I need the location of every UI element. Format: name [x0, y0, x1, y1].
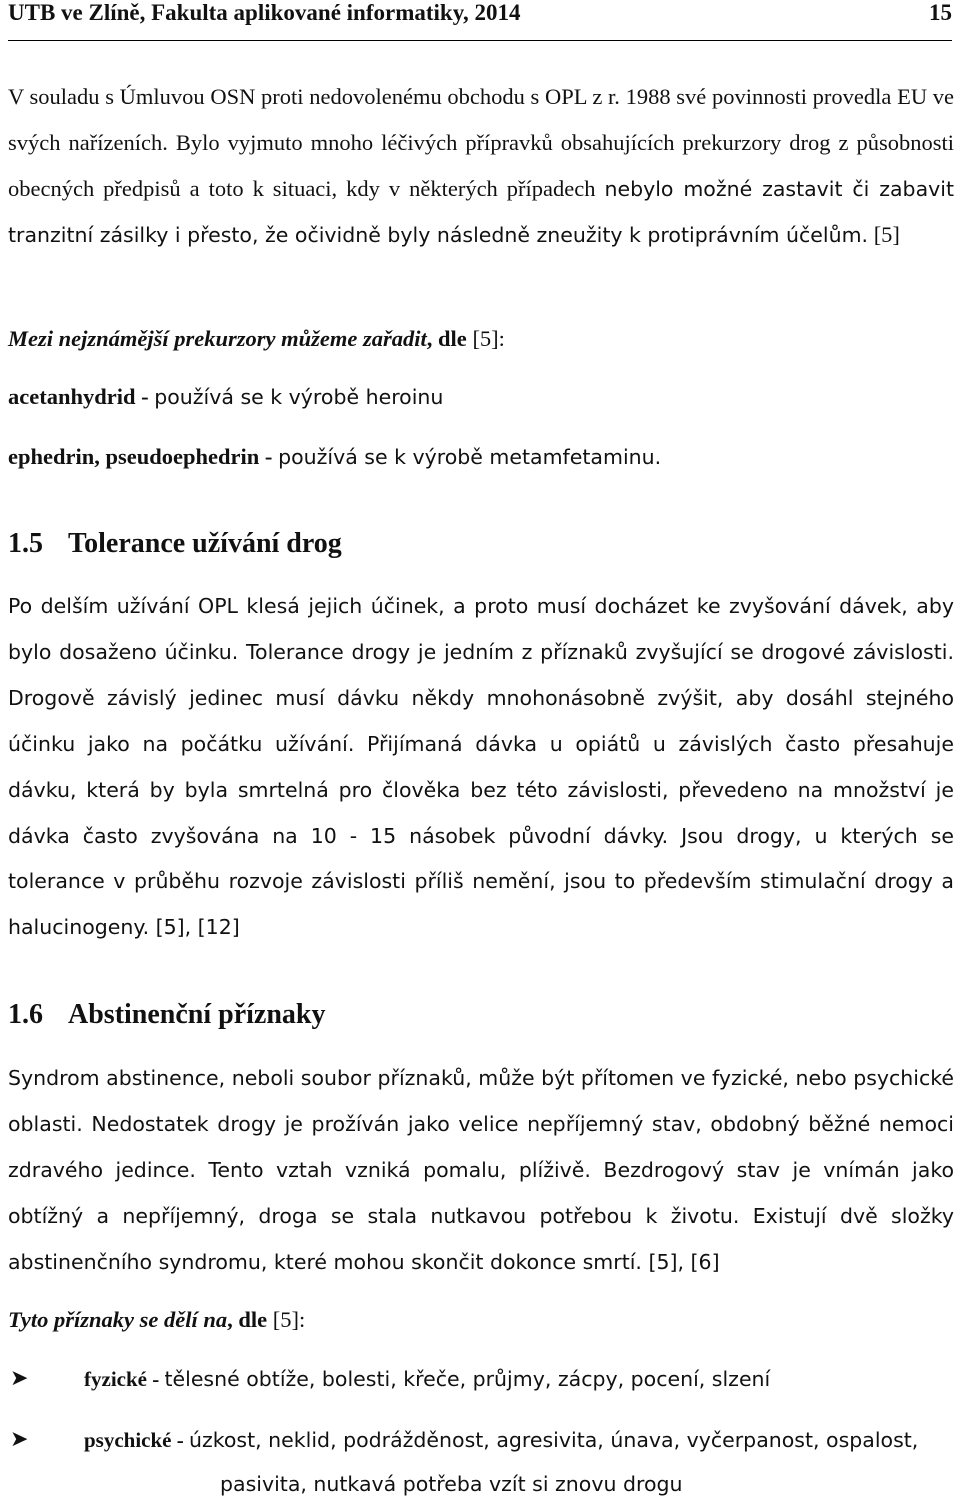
bullet-content [84, 1356, 954, 1402]
symptoms-intro-bold: , dle [227, 1307, 268, 1332]
precursors-intro-bold: , dle [426, 326, 467, 351]
symptoms-intro [8, 1305, 305, 1335]
page-header [8, 0, 952, 41]
bullet-content [84, 1417, 954, 1463]
section-heading-1-5 [8, 527, 342, 561]
paragraph-opl-regulation [8, 74, 954, 258]
section-heading-1-6 [8, 998, 326, 1032]
bullet-description: tělesné obtíže, bolesti, křeče, průjmy, zácpy, pocení, slzení [164, 1367, 771, 1391]
precursor-term: ephedrin, pseudoephedrin - [8, 444, 279, 469]
bullet-term: psychické - [84, 1428, 189, 1452]
section-title: Tolerance užívání drog [68, 528, 342, 559]
arrow-bullet-icon: ➤ [10, 1366, 29, 1391]
precursor-description: používá se k výrobě heroinu [154, 385, 444, 409]
precursors-intro-ref: [5]: [466, 326, 505, 351]
page-number: 15 [929, 0, 952, 25]
precursor-item [8, 382, 443, 412]
precursor-description: používá se k výrobě metamfetaminu. [278, 445, 662, 469]
symptoms-intro-italic: Tyto příznaky se dělí na [8, 1307, 228, 1332]
citation: [5] [868, 222, 900, 247]
paragraph-text: V souladu s Úmluvou OSN proti nedovolenému obchodu s OPL z r. 1988 své povinnosti provedla EU ve svých nařízeních. Bylo vyjmuto mnoho léčivých přípravků obsahujících prekurzory drog z působnosti obecných předpisů a toto k situaci, kdy v některých případech [8, 84, 954, 201]
bullet-description-continued: pasivita, nutkavá potřeba vzít si znovu drogu [220, 1472, 683, 1496]
symptoms-intro-ref: [5]: [267, 1307, 306, 1332]
paragraph-text-continued: nebylo možné zastavit či zabavit tranzitní zásilky i přesto, že očividně byly následně zneužity k protiprávním účelům. [8, 177, 954, 247]
bullet-item-psychological [8, 1417, 954, 1503]
paragraph-abstinence: Syndrom abstinence, neboli soubor příznaků, může být přítomen ve fyzické, nebo psychické oblasti. Nedostatek drogy je prožíván jako velice nepříjemný stav, obdobný běžné nemoci zdravého jedince. Tento vztah vzniká pomalu, plíživě. Bezdrogový stav je vnímán jako obtížný a nepříjemný, droga se stala nutkavou potřebou k životu. Existují dvě složky abstinenčního syndromu, které mohou skončit dokonce smrtí. [5], [6] [8, 1066, 954, 1274]
section-number: 1.5 [8, 528, 43, 559]
section-number: 1.6 [8, 999, 43, 1030]
bullet-description: úzkost, neklid, podrážděnost, agresivita, únava, vyčerpanost, ospalost, [189, 1428, 919, 1452]
header-title: UTB ve Zlíně, Fakulta aplikované informatiky, 2014 [8, 0, 521, 25]
precursors-intro-italic: Mezi nejznámější prekurzory můžeme zařadit [8, 326, 427, 351]
precursor-term: acetanhydrid - [8, 384, 155, 409]
paragraph-tolerance: Po delším užívání OPL klesá jejich účinek, a proto musí docházet ke zvyšování dávek, aby bylo dosaženo účinku. Tolerance drogy je jedním z příznaků zvyšující se drogové závislosti. Drogově závislý jedinec musí dávku někdy mnohonásobně zvýšit, aby dosáhl stejného účinku jako na počátku užívání. Přijímaná dávka u opiátů u závislých často přesahuje dávku, která by byla smrtelná pro člověka bez této závislosti, převedeno na množství je dávka často zvyšována na 10 - 15 násobek původní dávky. Jsou drogy, u kterých se tolerance v průběhu rozvoje závislosti příliš nemění, jsou to především stimulační drogy a halucinogeny. [5], [12] [8, 594, 954, 940]
bullet-term: fyzické - [84, 1367, 165, 1391]
section-title: Abstinenční příznaky [68, 999, 326, 1030]
arrow-bullet-icon: ➤ [10, 1427, 29, 1452]
precursor-item [8, 442, 661, 472]
precursors-intro [8, 324, 505, 354]
